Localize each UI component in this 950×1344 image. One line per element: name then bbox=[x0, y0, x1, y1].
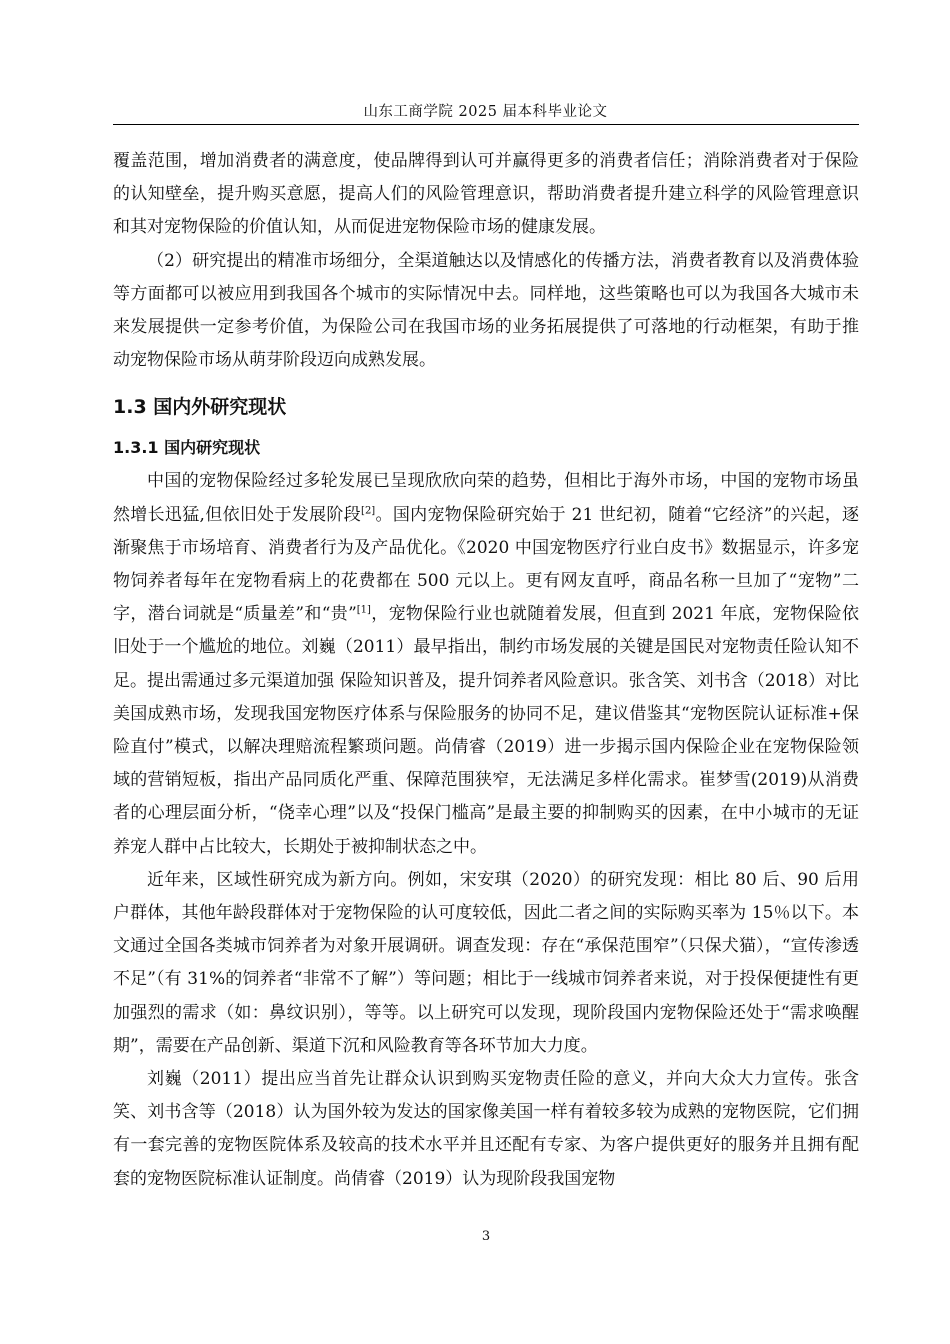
paragraph-continued: 覆盖范围，增加消费者的满意度，使品牌得到认可并赢得更多的消费者信任；消除消费者对于保险的认知壁垒，提升购买意愿，提高人们的风险管理意识，帮助消费者提升建立科学的风险管理意识和其对宠物保险的价值认知，从而促进宠物保险市场的健康发展。 bbox=[113, 151, 859, 238]
paragraph-regional-research: 近年来，区域性研究成为新方向。例如，宋安琪（2020）的研究发现：相比 80 后、90 后用户群体，其他年龄段群体对于宠物保险的认可度较低，因此二者之间的实际购买率为 15％以下。本文通过全国各类城市饲养者为对象开展调研。调查发现：存在“承保范围窄”（只保犬猫），“宣传渗透不足”（有 31%的饲养者“非常不了解”）等问题；相比于一线城市饲养者来说，对于投保便捷性有更加强烈的需求（如：鼻纹识别），等等。以上研究可以发现，现阶段国内宠物保险还处于“需求唤醒期”，需要在产品创新、渠道下沉和风险教育等各环节加大力度。 bbox=[113, 869, 859, 1056]
paragraph-text: ，宠物保险行业也就随着发展，但直到 2021 年底，宠物保险依旧处于一个尴尬的地位。刘巍（2011）最早指出，制约市场发展的关键是国民对宠物责任险认知不足。提出需通过多元渠道加强 保险知识普及，提升饲养者风险意识。张含笑、刘书含（2018）对比美国成熟市场，发现我国宠物医疗体系与保险服务的协同不足，建议借鉴其“宠物医院认证标准+保险直付”模式，以解决理赔流程繁琐问题。尚倩睿（2019）进一步揭示国内保险企业在宠物保险领域的营销短板，指出产品同质化严重、保障范围狭窄，无法满足多样化需求。崔梦雪(2019)从消费者的心理层面分析，“侥幸心理”以及“投保门槛高”是最主要的抑制购买的因素，在中小城市的无证养宠人群中占比较大，长期处于被抑制状态之中。 bbox=[113, 604, 859, 857]
paragraph-text: 。国内宠物保险研究始于 21 世纪初，随着“它经济”的兴起，逐渐聚焦于市场培育、消费者行为及产品优化。《2020 中国宠物医疗行业白皮书》数据显示，许多宠物饲养者每年在宠物看病上的花费都在 500 元以上。更有网友直呼，商品名称一旦加了“宠物”二字，潜台词就是“质量差”和“贵” bbox=[113, 504, 859, 625]
page-number: 3 bbox=[481, 1229, 491, 1244]
paragraph-item-2: （2）研究提出的精准市场细分，全渠道触达以及情感化的传播方法，消费者教育以及消费体验等方面都可以被应用到我国各个城市的实际情况中去。同样地，这些策略也可以为我国各大城市未来发展提供一定参考价值，为保险公司在我国市场的业务拓展提供了可落地的行动框架，有助于推动宠物保险市场从萌芽阶段迈向成熟发展。 bbox=[113, 250, 859, 371]
header-rule bbox=[113, 124, 859, 125]
paragraph-literature-summary: 刘巍（2011）提出应当首先让群众认识到购买宠物责任险的意义，并向大众大力宣传。张含笑、刘书含等（2018）认为国外较为发达的国家像美国一样有着较多较为成熟的宠物医院，它们拥有一套完善的宠物医院体系及较高的技术水平并且还配有专家、为客户提供更好的服务并且拥有配套的宠物医院标准认证制度。尚倩睿（2019）认为现阶段我国宠物 bbox=[113, 1069, 859, 1189]
paragraph-text: 中国的宠物保险经过多轮发展已呈现欣欣向荣的趋势，但相比于海外市场，中国的宠物市场虽然增长迅猛,但依旧处于发展阶段 bbox=[113, 471, 859, 525]
section-heading-1-3: 1.3 国内外研究现状 bbox=[113, 396, 287, 419]
subsection-heading-1-3-1: 1.3.1 国内研究现状 bbox=[113, 438, 261, 458]
running-header: 山东工商学院 2025 届本科毕业论文 bbox=[363, 104, 608, 120]
body-text bbox=[113, 145, 859, 1196]
citation-ref: [2] bbox=[361, 504, 376, 516]
citation-ref: [1] bbox=[356, 604, 371, 616]
paragraph-domestic-research bbox=[113, 465, 859, 863]
